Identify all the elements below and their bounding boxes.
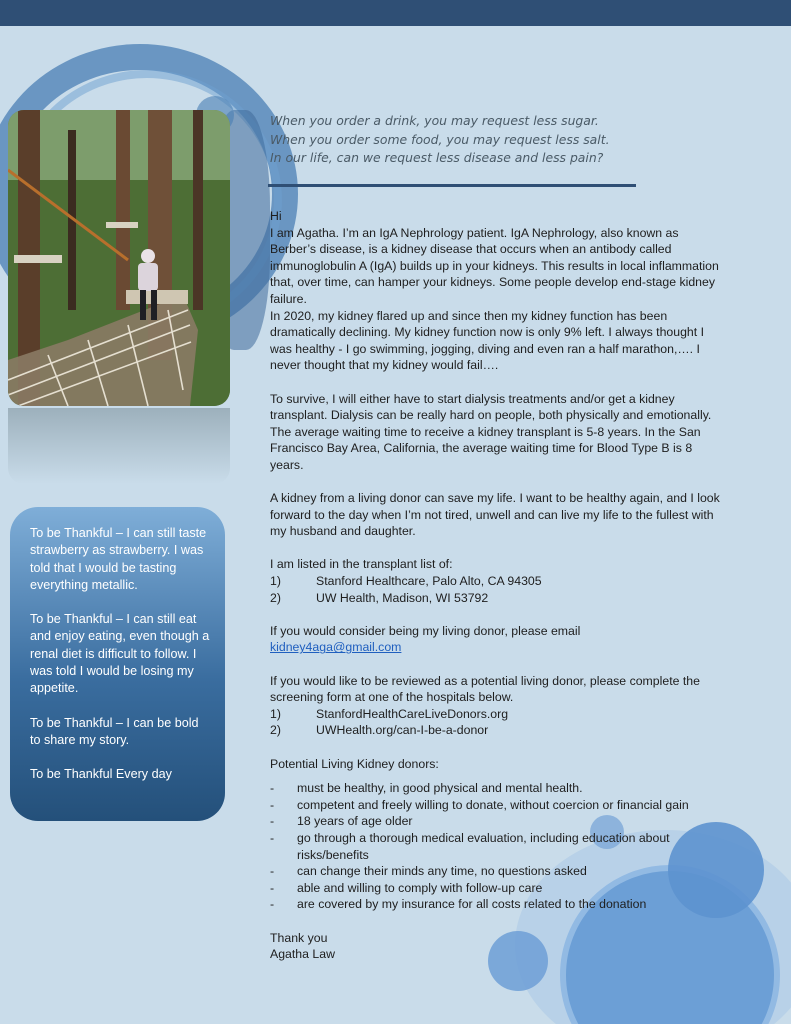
list-text: UW Health, Madison, WI 53792 <box>316 590 489 605</box>
greeting: Hi <box>270 209 282 223</box>
donor-criteria-text: can change their minds any time, no questions asked <box>297 864 587 879</box>
donor-criteria-text: able and willing to comply with follow-up care <box>297 880 543 895</box>
photo-reflection <box>8 408 230 484</box>
header-bar <box>0 0 791 26</box>
intro-paragraph: I am Agatha. I’m an IgA Nephrology patient. IgA Nephrology, also known as Berber’s disease, is a kidney disease that occurs when an antibody called immunoglobulin A (IgA) builds up in your kidneys. This results in local inflammation that, over time, can hamper your kidneys. Some people develop end-stage kidney failure. <box>270 225 719 306</box>
list-text: UWHealth.org/can-I-be-a-donor <box>316 723 489 738</box>
bullet-dash: - <box>270 781 275 796</box>
thankful-paragraph: To be Thankful – I can still taste strawberry as strawberry. I was told that I would be tasting everything metallic. <box>30 526 207 592</box>
list-text: Stanford Healthcare, Palo Alto, CA 94305 <box>316 574 542 589</box>
bullet-dash: - <box>270 814 275 829</box>
donor-criteria-text: competent and freely willing to donate, without coercion or financial gain <box>297 797 689 812</box>
quote-line: In our life, can we request less disease and less pain? <box>270 150 604 165</box>
consider-text: If you would consider being my living donor, please email <box>270 623 581 638</box>
letter-body <box>270 208 720 963</box>
survive-paragraph: To survive, I will either have to start dialysis treatments and/or get a kidney transplant. Dialysis can be really hard on people, both physically and emotionally. The average waiting time to receive a kidney transplant is 5-8 years. In the San Francisco Bay Area, California, the average waiting time for Blood Type B is 8 years. <box>270 391 712 472</box>
review-paragraph: If you would like to be reviewed as a potential living donor, please complete the screening form at one of the hospitals below. <box>270 673 700 705</box>
thankful-paragraph: To be Thankful – I can still eat and enjoy eating, even though a renal diet is difficult to follow. I was told I would be losing my appetite. <box>30 612 210 696</box>
donor-criteria-item <box>270 896 720 913</box>
list-item <box>270 722 720 739</box>
forest-ropes-course-photo <box>8 110 230 406</box>
photo-illustration <box>8 110 230 406</box>
donor-criteria-item <box>270 797 720 814</box>
thankful-paragraph: To be Thankful – I can be bold to share my story. <box>30 715 199 747</box>
bullet-dash: - <box>270 864 275 879</box>
list-item <box>270 590 720 607</box>
donors-heading: Potential Living Kidney donors: <box>270 756 439 771</box>
bullet-dash: - <box>270 897 275 912</box>
donor-criteria-text: must be healthy, in good physical and mental health. <box>297 781 583 796</box>
list-item <box>270 706 720 723</box>
donor-criteria-text: go through a thorough medical evaluation, including education about risks/benefits <box>297 830 670 862</box>
list-number: 2) <box>270 723 281 738</box>
donor-criteria-item <box>270 813 720 830</box>
thankful-paragraph: To be Thankful Every day <box>30 767 172 782</box>
email-link[interactable]: kidney4aga@gmail.com <box>270 640 402 655</box>
bullet-dash: - <box>270 797 275 812</box>
list-item <box>270 573 720 590</box>
divider <box>268 184 636 187</box>
donor-criteria-item <box>270 830 720 863</box>
quote-line: When you order a drink, you may request less sugar. <box>270 113 599 128</box>
bullet-dash: - <box>270 880 275 895</box>
intro-quote <box>270 112 710 168</box>
list-text: StanfordHealthCareLiveDonors.org <box>316 706 509 721</box>
quote-line: When you order some food, you may request less salt. <box>270 131 610 147</box>
donor-criteria-list <box>270 780 720 913</box>
list-number: 1) <box>270 706 281 721</box>
history-paragraph: In 2020, my kidney flared up and since then my kidney function has been dramatically declining. My kidney function now is only 9% left. I always thought I was healthy - I go swimming, jogging, diving and even ran a half marathon,…. I never thought that my kidney would fail…. <box>270 308 705 373</box>
closing: Thank you <box>270 930 328 945</box>
donor-criteria-item <box>270 880 720 897</box>
donor-criteria-text: are covered by my insurance for all costs related to the donation <box>297 897 647 912</box>
donor-criteria-item <box>270 780 720 797</box>
bullet-dash: - <box>270 830 275 845</box>
donor-criteria-text: 18 years of age older <box>297 814 413 829</box>
list-number: 2) <box>270 590 281 605</box>
signature: Agatha Law <box>270 947 335 962</box>
list-number: 1) <box>270 574 281 589</box>
hope-paragraph: A kidney from a living donor can save my life. I want to be healthy again, and I look forward to the day when I’m not tired, unwell and can live my life to the fullest with my husband and daughter. <box>270 491 720 539</box>
listed-intro: I am listed in the transplant list of: <box>270 557 453 572</box>
donor-criteria-item <box>270 863 720 880</box>
thankful-panel <box>10 507 225 821</box>
